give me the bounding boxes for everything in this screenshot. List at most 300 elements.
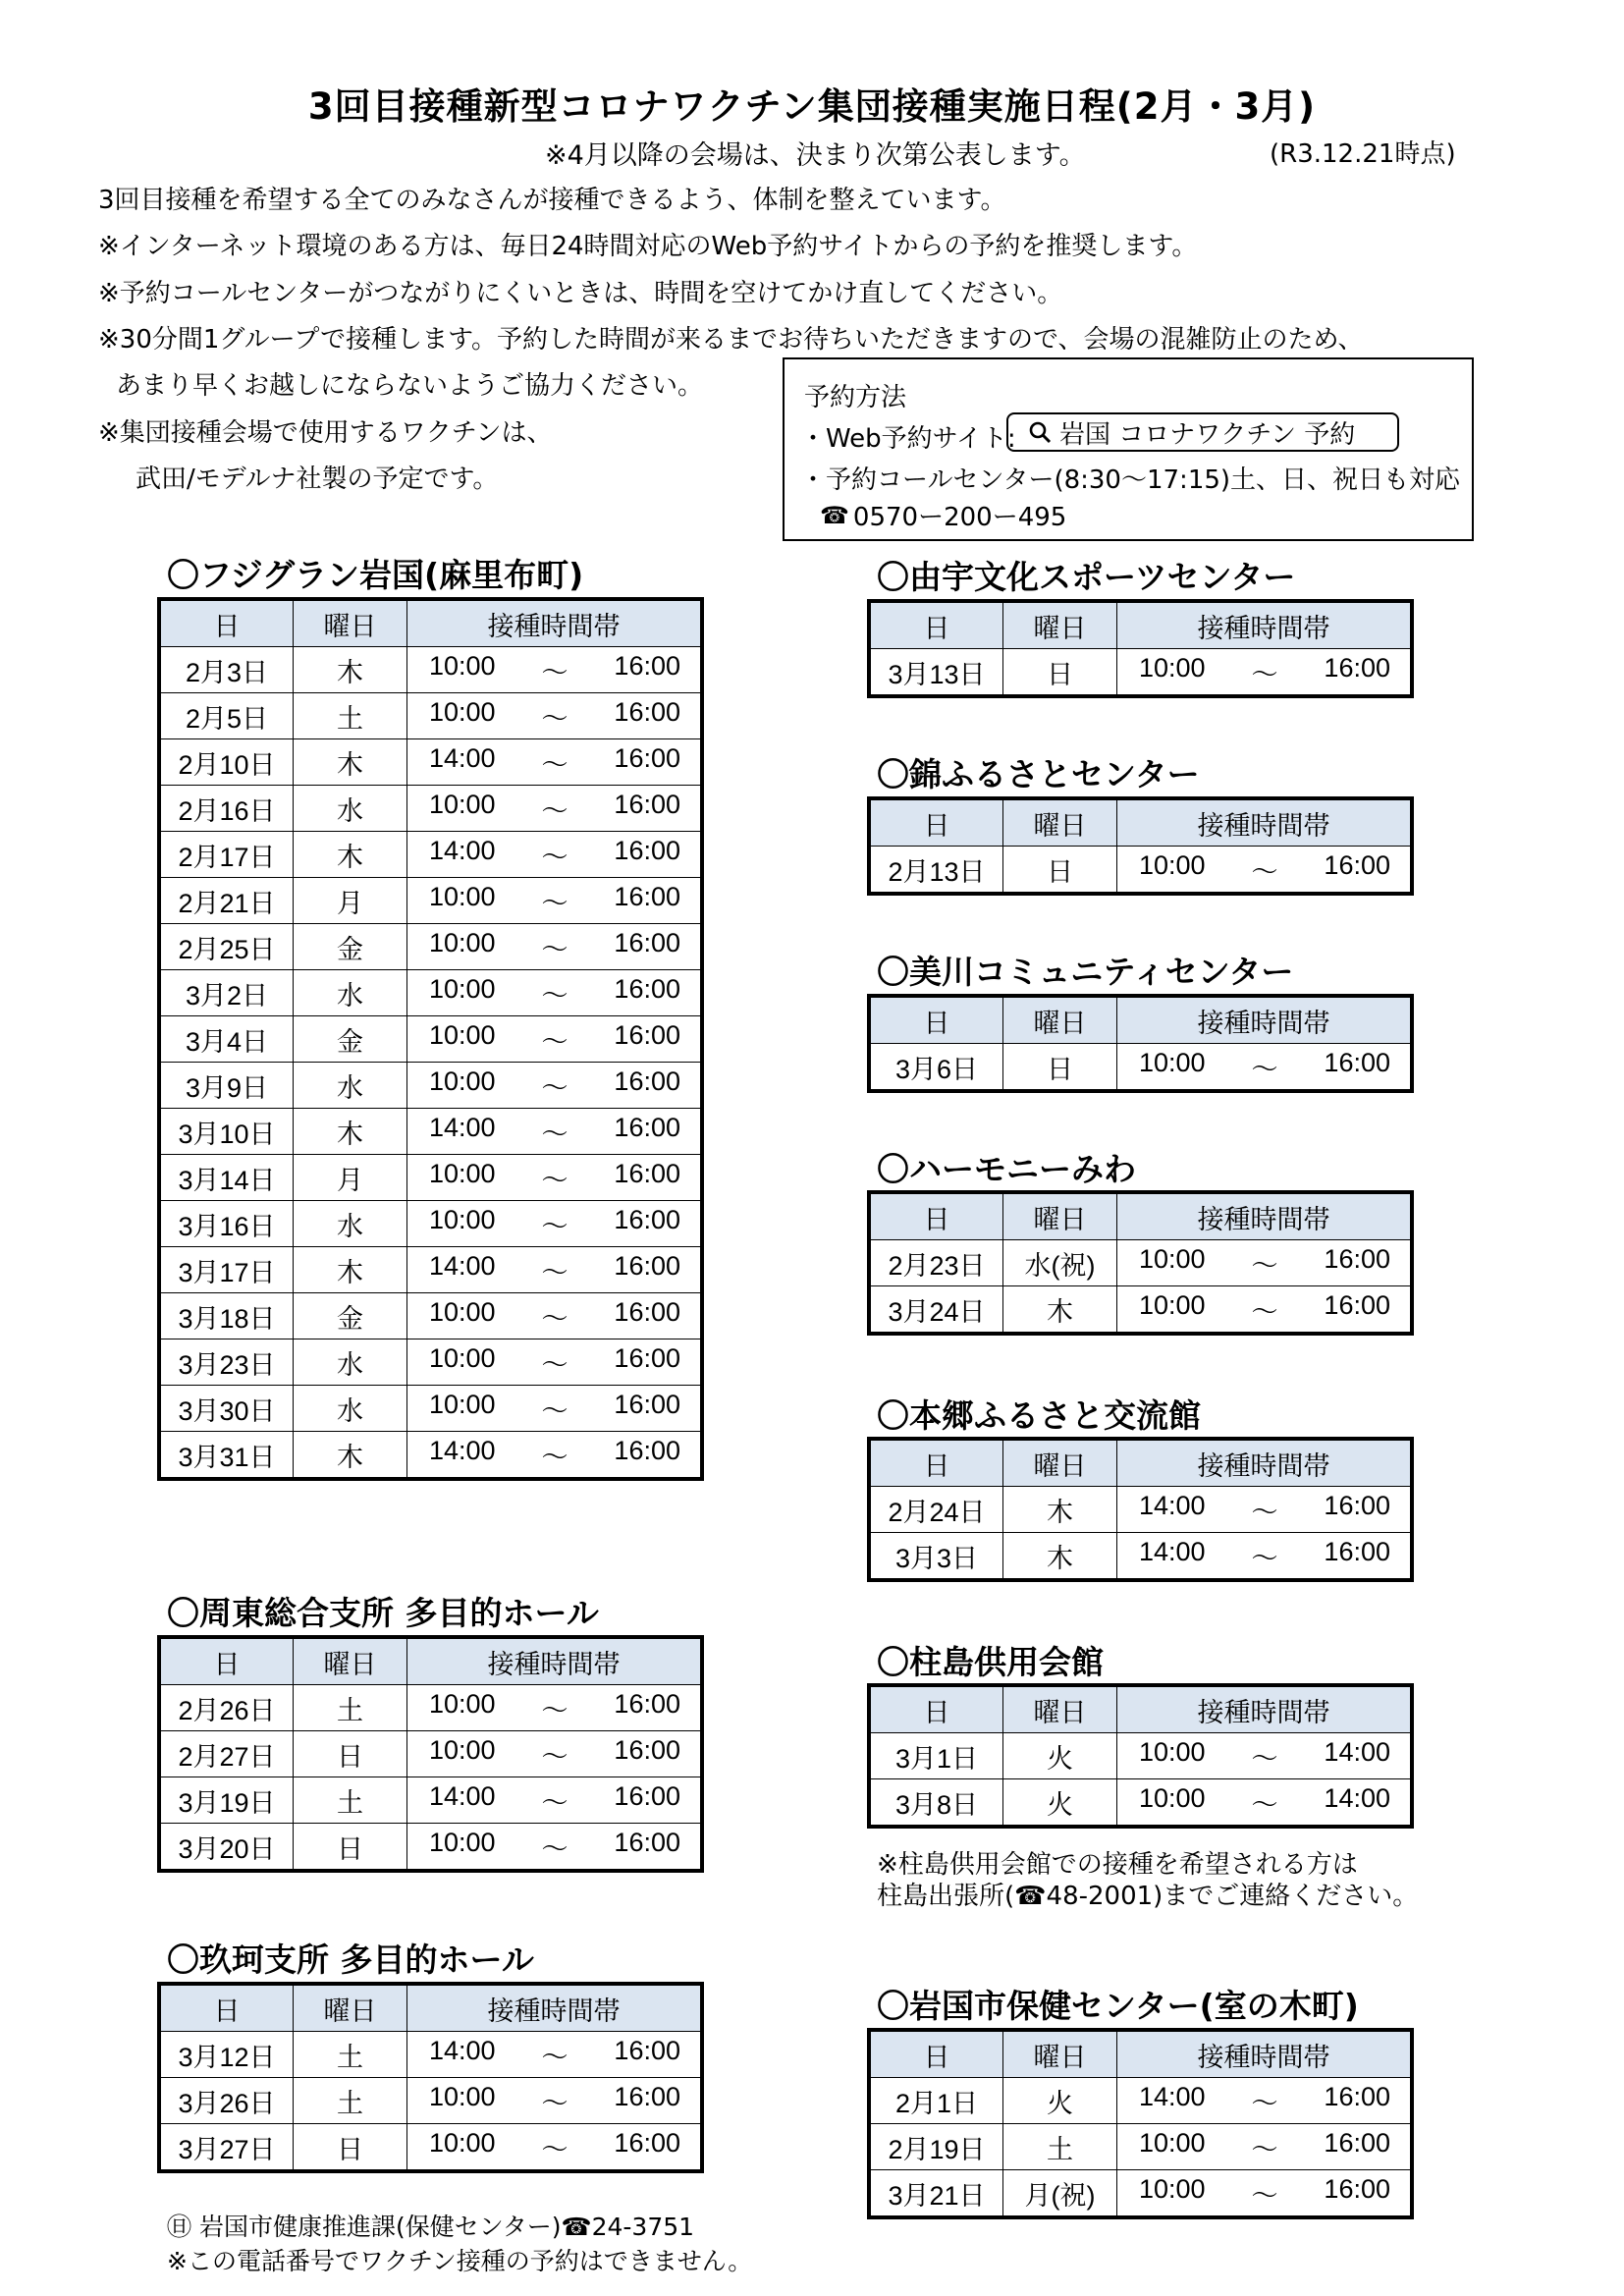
time-start: 10:00 (429, 1342, 496, 1373)
time-start: 14:00 (429, 835, 496, 865)
time-end: 16:00 (1324, 1047, 1390, 1077)
table-row (869, 1733, 1412, 1779)
time-separator: 〜 (541, 1303, 568, 1334)
time-start: 14:00 (429, 1250, 496, 1281)
time-start: 10:00 (429, 2127, 496, 2158)
footer-contact: ㊐ 岩国市健康推進課(保健センター)☎24-3751 (167, 2213, 695, 2241)
table-header-row (869, 1439, 1412, 1487)
time-start: 10:00 (429, 1734, 496, 1765)
time-separator: 〜 (1251, 1296, 1278, 1327)
time-start: 10:00 (1139, 1289, 1206, 1320)
time-end: 16:00 (1324, 2173, 1390, 2204)
page-title: 3回目接種新型コロナワクチン集団接種実施日程(2月・3月) (307, 85, 1317, 128)
cell-date: 3月30日 (159, 1386, 294, 1432)
cell-dow: 木 (294, 647, 407, 693)
table-row (869, 2124, 1412, 2170)
cell-dow: 水 (294, 1201, 407, 1247)
time-start: 10:00 (1139, 2127, 1206, 2158)
intro-line-3: ※予約コールセンターがつながりにくいときは、時間を空けてかけ直してください。 (98, 279, 1063, 308)
time-start: 10:00 (1139, 1736, 1206, 1767)
table-row (869, 1044, 1412, 1092)
table-row (159, 1063, 702, 1109)
call-center-phone (820, 497, 1066, 533)
header-date: 日 (869, 1685, 1003, 1733)
time-end: 16:00 (614, 2035, 680, 2065)
header-time: 接種時間帯 (1117, 601, 1413, 649)
cell-time-range (1117, 1286, 1413, 1335)
time-separator: 〜 (1251, 659, 1278, 689)
cell-dow: 木 (1003, 1286, 1117, 1335)
time-separator: 〜 (1251, 856, 1278, 887)
cell-dow: 日 (1003, 649, 1117, 697)
time-start: 10:00 (429, 1389, 496, 1419)
time-end: 14:00 (1324, 1782, 1390, 1813)
cell-time-range (407, 2124, 703, 2172)
cell-time-range (407, 1247, 703, 1293)
cell-dow: 土 (294, 693, 407, 739)
time-separator: 〜 (1251, 2134, 1278, 2164)
header-dow: 曜日 (1003, 996, 1117, 1044)
time-separator: 〜 (1251, 2180, 1278, 2211)
table-row (159, 1247, 702, 1293)
time-start: 14:00 (1139, 2081, 1206, 2111)
cell-date: 2月16日 (159, 786, 294, 832)
schedule-subnote: ※4月以降の会場は、決まり次第公表します。 (545, 140, 1086, 171)
time-end: 16:00 (614, 1158, 680, 1188)
time-separator: 〜 (541, 934, 568, 964)
time-separator: 〜 (541, 888, 568, 918)
time-start: 10:00 (429, 789, 496, 819)
cell-dow: 金 (294, 924, 407, 970)
table-header-row (159, 599, 702, 647)
hashirajima-note-1: ※柱島供用会館での接種を希望される方は (877, 1850, 1358, 1880)
table-row (869, 1487, 1412, 1533)
search-query-text: 岩国 コロナワクチン 予約 (1059, 419, 1356, 450)
time-separator: 〜 (541, 657, 568, 687)
time-separator: 〜 (541, 1165, 568, 1195)
venue-title-hongo: 〇本郷ふるさと交流館 (877, 1396, 1201, 1435)
header-time: 接種時間帯 (407, 1984, 703, 2032)
time-end: 16:00 (614, 927, 680, 957)
cell-date: 3月19日 (159, 1777, 294, 1824)
venue-title-fujigran: 〇フジグラン岩国(麻里布町) (167, 556, 584, 594)
intro-line-1: 3回目接種を希望する全てのみなさんが接種できるよう、体制を整えています。 (98, 186, 1006, 215)
table-row (869, 1779, 1412, 1828)
cell-time-range (1117, 1044, 1413, 1092)
footer-note: ※この電話番号でワクチン接種の予約はできません。 (167, 2247, 753, 2275)
intro-line-5: あまり早くお越しにならないようご協力ください。 (116, 371, 704, 401)
cell-date: 2月13日 (869, 847, 1003, 895)
table-row (159, 970, 702, 1016)
cell-date: 3月26日 (159, 2078, 294, 2124)
header-date: 日 (869, 798, 1003, 847)
cell-date: 2月1日 (869, 2078, 1003, 2124)
time-end: 16:00 (614, 1019, 680, 1050)
cell-date: 3月14日 (159, 1155, 294, 1201)
cell-time-range (407, 1386, 703, 1432)
cell-time-range (407, 786, 703, 832)
time-start: 10:00 (429, 1158, 496, 1188)
table-row (159, 1386, 702, 1432)
time-separator: 〜 (1251, 1743, 1278, 1774)
cell-time-range (407, 1432, 703, 1480)
venue-title-mikawa: 〇美川コミュニティセンター (877, 953, 1294, 991)
cell-time-range (407, 1777, 703, 1824)
cell-time-range (407, 693, 703, 739)
header-date: 日 (869, 1192, 1003, 1240)
time-end: 16:00 (614, 1342, 680, 1373)
cell-time-range (1117, 847, 1413, 895)
header-time: 接種時間帯 (1117, 2030, 1413, 2078)
table-row (159, 1731, 702, 1777)
header-dow: 曜日 (294, 599, 407, 647)
cell-date: 3月6日 (869, 1044, 1003, 1092)
cell-time-range (1117, 1487, 1413, 1533)
header-dow: 曜日 (1003, 798, 1117, 847)
cell-date: 3月24日 (869, 1286, 1003, 1335)
time-separator: 〜 (541, 1695, 568, 1725)
table-row (159, 1293, 702, 1339)
header-time: 接種時間帯 (407, 599, 703, 647)
cell-time-range (407, 647, 703, 693)
cell-time-range (407, 1063, 703, 1109)
time-start: 10:00 (1139, 1047, 1206, 1077)
time-start: 10:00 (1139, 1243, 1206, 1274)
schedule-table-kuga (157, 1982, 704, 2173)
header-date: 日 (869, 601, 1003, 649)
table-header-row (869, 798, 1412, 847)
header-time: 接種時間帯 (1117, 798, 1413, 847)
cell-date: 3月21日 (869, 2170, 1003, 2218)
cell-date: 3月9日 (159, 1063, 294, 1109)
time-separator: 〜 (541, 1119, 568, 1149)
cell-time-range (1117, 1733, 1413, 1779)
cell-date: 2月17日 (159, 832, 294, 878)
cell-dow: 木 (1003, 1533, 1117, 1581)
table-row (869, 1240, 1412, 1286)
header-date: 日 (159, 1984, 294, 2032)
cell-date: 3月27日 (159, 2124, 294, 2172)
intro-line-7: 武田/モデルナ社製の予定です。 (135, 465, 499, 494)
cell-date: 3月20日 (159, 1824, 294, 1872)
cell-dow: 土 (294, 2078, 407, 2124)
time-start: 10:00 (429, 881, 496, 911)
cell-dow: 火 (1003, 1733, 1117, 1779)
time-start: 10:00 (429, 1688, 496, 1719)
cell-dow: 日 (1003, 1044, 1117, 1092)
header-date: 日 (869, 2030, 1003, 2078)
table-row (159, 647, 702, 693)
cell-date: 2月3日 (159, 647, 294, 693)
cell-time-range (407, 924, 703, 970)
time-end: 16:00 (614, 1688, 680, 1719)
table-row (159, 693, 702, 739)
cell-time-range (407, 1293, 703, 1339)
table-row (159, 1016, 702, 1063)
table-header-row (869, 1192, 1412, 1240)
cell-date: 2月21日 (159, 878, 294, 924)
venue-title-kuga: 〇玖珂支所 多目的ホール (167, 1941, 534, 1979)
time-separator: 〜 (541, 1211, 568, 1241)
cell-dow: 水 (294, 1386, 407, 1432)
web-booking-label: ・Web予約サイト: (800, 424, 1016, 454)
time-separator: 〜 (541, 795, 568, 826)
cell-dow: 木 (1003, 1487, 1117, 1533)
time-end: 16:00 (1324, 2127, 1390, 2158)
header-time: 接種時間帯 (1117, 996, 1413, 1044)
table-row (159, 924, 702, 970)
time-separator: 〜 (541, 1741, 568, 1772)
schedule-table-shuto (157, 1635, 704, 1873)
time-end: 16:00 (614, 973, 680, 1004)
cell-time-range (407, 1201, 703, 1247)
cell-dow: 木 (294, 739, 407, 786)
cell-time-range (407, 1824, 703, 1872)
table-row (159, 786, 702, 832)
cell-dow: 木 (294, 1109, 407, 1155)
time-end: 16:00 (1324, 849, 1390, 880)
schedule-table-mikawa (867, 994, 1414, 1093)
cell-time-range (1117, 2078, 1413, 2124)
venue-title-hoken: 〇岩国市保健センター(室の木町) (877, 1987, 1359, 2025)
time-start: 10:00 (1139, 1782, 1206, 1813)
time-end: 16:00 (1324, 2081, 1390, 2111)
time-separator: 〜 (1251, 1054, 1278, 1084)
schedule-table-hongo (867, 1437, 1414, 1582)
time-separator: 〜 (541, 1395, 568, 1426)
intro-line-6: ※集団接種会場で使用するワクチンは、 (98, 418, 553, 448)
cell-dow: 日 (294, 2124, 407, 2172)
time-start: 10:00 (429, 1296, 496, 1327)
table-header-row (869, 996, 1412, 1044)
cell-date: 3月10日 (159, 1109, 294, 1155)
search-icon (1028, 420, 1052, 444)
time-end: 16:00 (614, 881, 680, 911)
cell-time-range (407, 1731, 703, 1777)
schedule-table-hashirajima (867, 1683, 1414, 1829)
time-separator: 〜 (541, 1833, 568, 1864)
header-date: 日 (869, 1439, 1003, 1487)
cell-date: 3月8日 (869, 1779, 1003, 1828)
cell-dow: 水 (294, 1339, 407, 1386)
table-row (159, 2124, 702, 2172)
table-row (869, 2078, 1412, 2124)
schedule-table-nishiki (867, 796, 1414, 896)
time-end: 16:00 (614, 1066, 680, 1096)
cell-dow: 水 (294, 1063, 407, 1109)
booking-method-title: 予約方法 (804, 383, 907, 412)
header-time: 接種時間帯 (1117, 1192, 1413, 1240)
cell-time-range (407, 1016, 703, 1063)
cell-time-range (407, 970, 703, 1016)
header-date: 日 (869, 996, 1003, 1044)
cell-time-range (407, 2032, 703, 2078)
time-separator: 〜 (541, 2088, 568, 2118)
header-dow: 曜日 (294, 1637, 407, 1685)
header-date: 日 (159, 599, 294, 647)
cell-dow: 木 (294, 1247, 407, 1293)
cell-date: 2月26日 (159, 1685, 294, 1731)
time-separator: 〜 (1251, 1250, 1278, 1281)
header-dow: 曜日 (294, 1984, 407, 2032)
time-start: 10:00 (429, 1066, 496, 1096)
cell-dow: 月 (294, 1155, 407, 1201)
time-end: 16:00 (1324, 1289, 1390, 1320)
time-separator: 〜 (541, 2134, 568, 2164)
time-end: 16:00 (614, 1827, 680, 1857)
time-end: 16:00 (614, 1389, 680, 1419)
time-separator: 〜 (1251, 1789, 1278, 1820)
table-row (159, 2032, 702, 2078)
table-row (869, 1286, 1412, 1335)
table-row (159, 832, 702, 878)
cell-date: 3月23日 (159, 1339, 294, 1386)
header-time: 接種時間帯 (407, 1637, 703, 1685)
time-separator: 〜 (541, 1787, 568, 1818)
cell-date: 3月4日 (159, 1016, 294, 1063)
cell-time-range (407, 1155, 703, 1201)
table-header-row (869, 1685, 1412, 1733)
time-end: 16:00 (614, 1112, 680, 1142)
header-dow: 曜日 (1003, 1192, 1117, 1240)
cell-date: 2月10日 (159, 739, 294, 786)
as-of-date: (R3.12.21時点) (1270, 139, 1456, 169)
cell-date: 3月12日 (159, 2032, 294, 2078)
venue-title-miwa: 〇ハーモニーみわ (877, 1150, 1136, 1188)
time-start: 14:00 (1139, 1536, 1206, 1566)
booking-method-box (783, 357, 1474, 541)
cell-time-range (407, 2078, 703, 2124)
table-row (159, 1685, 702, 1731)
cell-dow: 月 (294, 878, 407, 924)
call-center-label: ・予約コールセンター(8:30〜17:15)土、日、祝日も対応 (800, 465, 1461, 495)
cell-dow: 木 (294, 832, 407, 878)
time-end: 16:00 (1324, 652, 1390, 683)
time-start: 14:00 (1139, 1490, 1206, 1520)
table-header-row (159, 1637, 702, 1685)
venue-title-nishiki: 〇錦ふるさとセンター (877, 755, 1200, 793)
time-end: 16:00 (614, 742, 680, 773)
time-end: 16:00 (614, 1296, 680, 1327)
time-separator: 〜 (1251, 1543, 1278, 1573)
header-dow: 曜日 (1003, 1439, 1117, 1487)
header-time: 接種時間帯 (1117, 1685, 1413, 1733)
time-end: 16:00 (614, 2081, 680, 2111)
time-start: 10:00 (429, 927, 496, 957)
cell-date: 3月18日 (159, 1293, 294, 1339)
cell-date: 2月19日 (869, 2124, 1003, 2170)
table-row (869, 649, 1412, 697)
header-dow: 曜日 (1003, 1685, 1117, 1733)
schedule-table-hoken (867, 2028, 1414, 2219)
cell-dow: 水 (294, 786, 407, 832)
cell-time-range (407, 739, 703, 786)
table-row (159, 1201, 702, 1247)
venue-title-yuu: 〇由宇文化スポーツセンター (877, 558, 1296, 596)
cell-dow: 木 (294, 1432, 407, 1480)
hashirajima-note-2: 柱島出張所(☎48-2001)までご連絡ください。 (877, 1882, 1419, 1911)
schedule-table-miwa (867, 1190, 1414, 1336)
cell-time-range (1117, 1240, 1413, 1286)
cell-date: 3月1日 (869, 1733, 1003, 1779)
web-search-box[interactable] (1006, 412, 1399, 452)
time-end: 16:00 (614, 1204, 680, 1234)
intro-line-2: ※インターネット環境のある方は、毎日24時間対応のWeb予約サイトからの予約を推奨します。 (98, 232, 1198, 261)
venue-title-shuto: 〇周東総合支所 多目的ホール (167, 1594, 599, 1632)
cell-dow: 金 (294, 1293, 407, 1339)
table-row (159, 1824, 702, 1872)
cell-date: 2月27日 (159, 1731, 294, 1777)
table-row (159, 1432, 702, 1480)
cell-time-range (407, 1339, 703, 1386)
time-separator: 〜 (541, 749, 568, 780)
cell-date: 2月24日 (869, 1487, 1003, 1533)
header-dow: 曜日 (1003, 601, 1117, 649)
table-row (159, 1109, 702, 1155)
cell-dow: 金 (294, 1016, 407, 1063)
call-center-number: 0570ー200ー495 (852, 503, 1067, 532)
cell-time-range (407, 832, 703, 878)
time-start: 10:00 (1139, 2173, 1206, 2204)
table-header-row (159, 1984, 702, 2032)
time-start: 10:00 (1139, 652, 1206, 683)
cell-dow: 土 (294, 2032, 407, 2078)
cell-time-range (1117, 2170, 1413, 2218)
table-row (869, 2170, 1412, 2218)
schedule-table-yuu (867, 599, 1414, 698)
table-row (869, 1533, 1412, 1581)
time-start: 10:00 (429, 1019, 496, 1050)
time-end: 16:00 (614, 1780, 680, 1811)
time-start: 10:00 (1139, 849, 1206, 880)
table-row (159, 1777, 702, 1824)
time-start: 10:00 (429, 650, 496, 681)
cell-date: 3月3日 (869, 1533, 1003, 1581)
cell-date: 2月5日 (159, 693, 294, 739)
cell-date: 3月16日 (159, 1201, 294, 1247)
table-row (159, 2078, 702, 2124)
time-separator: 〜 (1251, 1497, 1278, 1527)
time-separator: 〜 (541, 1442, 568, 1472)
cell-date: 2月25日 (159, 924, 294, 970)
cell-time-range (407, 1109, 703, 1155)
time-start: 10:00 (429, 2081, 496, 2111)
cell-date: 2月23日 (869, 1240, 1003, 1286)
time-separator: 〜 (541, 1349, 568, 1380)
time-end: 16:00 (614, 835, 680, 865)
time-start: 10:00 (429, 1204, 496, 1234)
cell-date: 3月31日 (159, 1432, 294, 1480)
time-end: 16:00 (1324, 1490, 1390, 1520)
time-end: 16:00 (614, 789, 680, 819)
time-end: 16:00 (1324, 1536, 1390, 1566)
cell-time-range (1117, 649, 1413, 697)
time-start: 14:00 (429, 742, 496, 773)
time-end: 16:00 (614, 696, 680, 727)
table-row (159, 1339, 702, 1386)
cell-dow: 水(祝) (1003, 1240, 1117, 1286)
table-header-row (869, 601, 1412, 649)
time-end: 14:00 (1324, 1736, 1390, 1767)
time-separator: 〜 (541, 842, 568, 872)
header-time: 接種時間帯 (1117, 1439, 1413, 1487)
cell-dow: 土 (294, 1777, 407, 1824)
cell-time-range (407, 878, 703, 924)
table-row (869, 847, 1412, 895)
cell-dow: 日 (294, 1731, 407, 1777)
cell-dow: 月(祝) (1003, 2170, 1117, 2218)
cell-dow: 火 (1003, 2078, 1117, 2124)
